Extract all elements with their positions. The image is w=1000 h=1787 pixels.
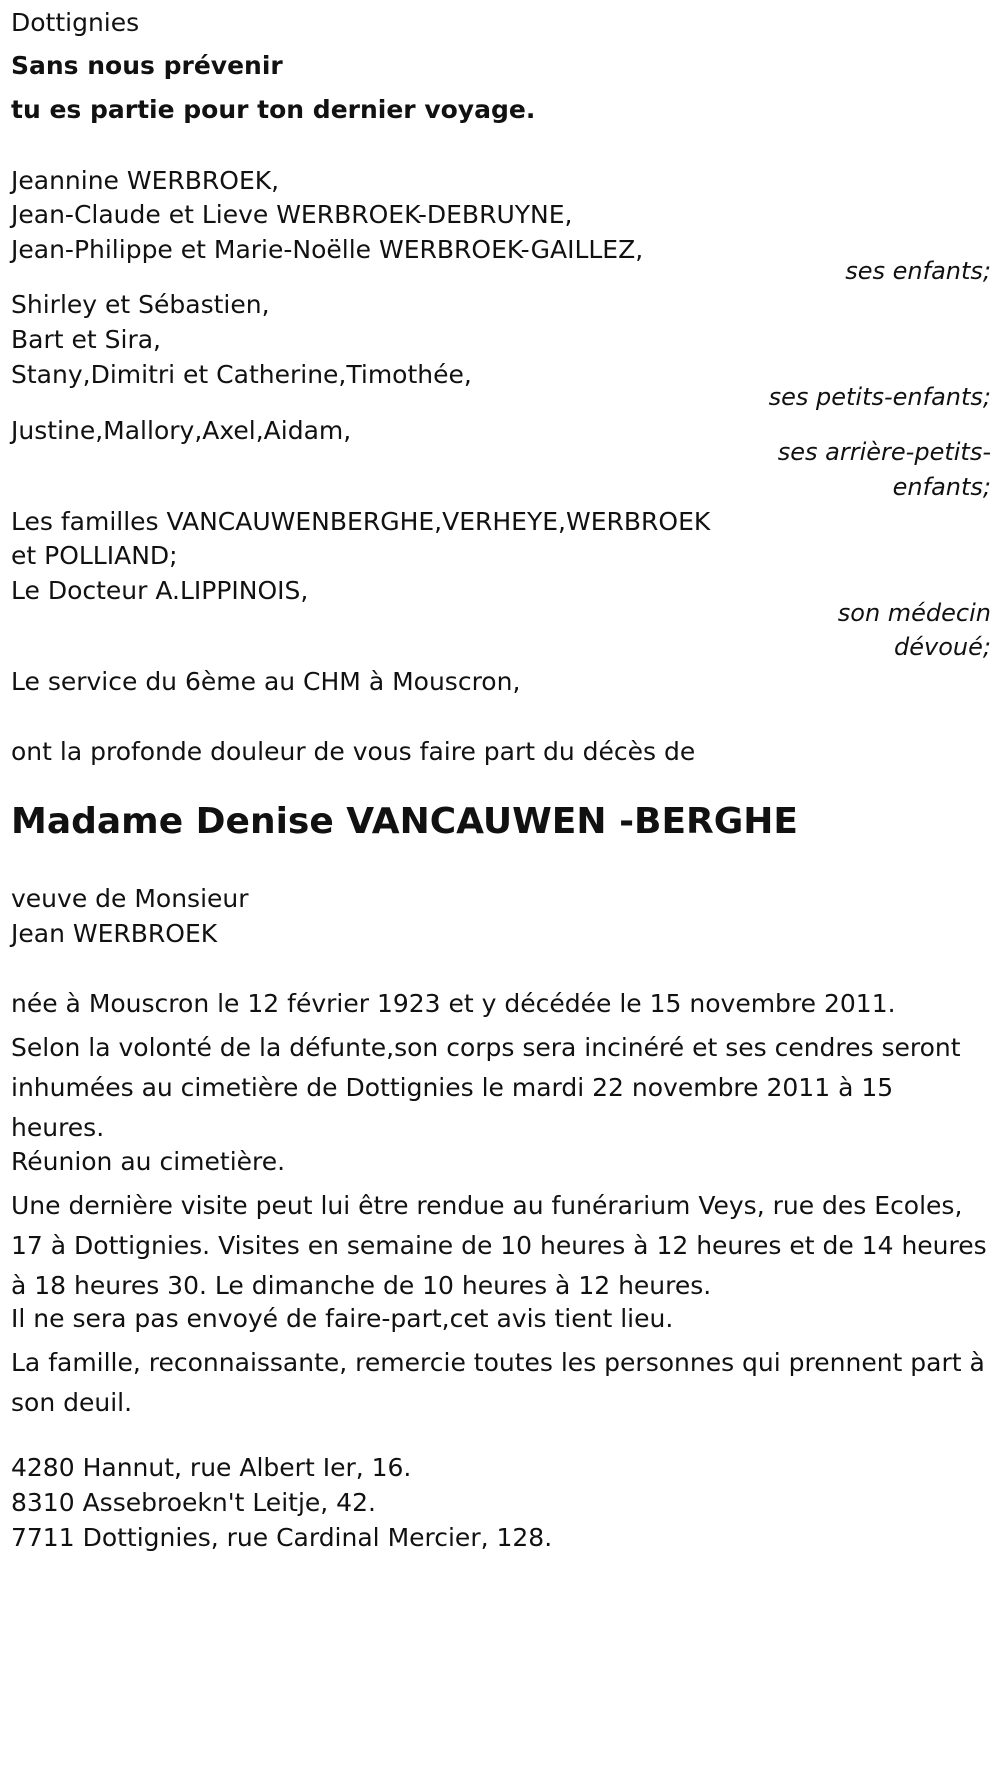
grandchildren-label: ses petits-enfants;	[768, 383, 991, 411]
visit: Une dernière visite peut lui être rendue au funérarium Veys, rue des Ecoles, 17 à Dottignies. Visites en semaine de 10 heures à 12 heures et de 14 heures à 18 heures 30. Le dimanche de 10 heures à 12 heures.	[11, 1191, 987, 1300]
great-grandchildren-label-1: ses arrière-petits-	[777, 438, 991, 466]
notice: Il ne sera pas envoyé de faire-part,cet avis tient lieu.	[11, 1304, 674, 1333]
quote-line-1: Sans nous prévenir	[11, 51, 283, 80]
birth-death: née à Mouscron le 12 février 1923 et y décédée le 15 novembre 2011.	[11, 989, 896, 1018]
doctor-label-1: son médecin	[837, 599, 991, 627]
quote-line-2: tu es partie pour ton dernier voyage.	[11, 95, 536, 124]
great-grandchildren: Justine,Mallory,Axel,Aidam,	[11, 416, 352, 445]
grandchild-2: Bart et Sira,	[11, 325, 161, 354]
widow-line-1: veuve de Monsieur	[11, 884, 249, 913]
child-3: Jean-Philippe et Marie-Noëlle WERBROEK-GAILLEZ,	[11, 235, 644, 264]
address-1: 4280 Hannut, rue Albert Ier, 16.	[11, 1453, 412, 1482]
families-line-2: et POLLIAND;	[11, 541, 178, 570]
address-3: 7711 Dottignies, rue Cardinal Mercier, 128.	[11, 1523, 553, 1552]
children-label: ses enfants;	[845, 257, 991, 285]
meeting: Réunion au cimetière.	[11, 1147, 286, 1176]
location: Dottignies	[11, 8, 140, 37]
widow-line-2: Jean WERBROEK	[11, 919, 218, 948]
announcement: ont la profonde douleur de vous faire part du décès de	[11, 737, 696, 766]
doctor: Le Docteur A.LIPPINOIS,	[11, 576, 309, 605]
service: Le service du 6ème au CHM à Mouscron,	[11, 667, 521, 696]
great-grandchildren-label-2: enfants;	[892, 473, 991, 501]
families-line-1: Les familles VANCAUWENBERGHE,VERHEYE,WERBROEK	[11, 507, 711, 536]
grandchild-3: Stany,Dimitri et Catherine,Timothée,	[11, 360, 472, 389]
grandchild-1: Shirley et Sébastien,	[11, 290, 270, 319]
address-2: 8310 Assebroekn't Leitje, 42.	[11, 1488, 376, 1517]
child-2: Jean-Claude et Lieve WERBROEK-DEBRUYNE,	[11, 200, 573, 229]
child-1: Jeannine WERBROEK,	[11, 166, 280, 195]
cremation: Selon la volonté de la défunte,son corps sera incinéré et ses cendres seront inhumées au cimetière de Dottignies le mardi 22 novembre 2011 à 15 heures.	[11, 1033, 961, 1142]
thanks: La famille, reconnaissante, remercie toutes les personnes qui prennent part à son deuil.	[11, 1348, 985, 1417]
deceased-name: Madame Denise VANCAUWEN -BERGHE	[11, 801, 799, 842]
doctor-label-2: dévoué;	[894, 633, 991, 661]
